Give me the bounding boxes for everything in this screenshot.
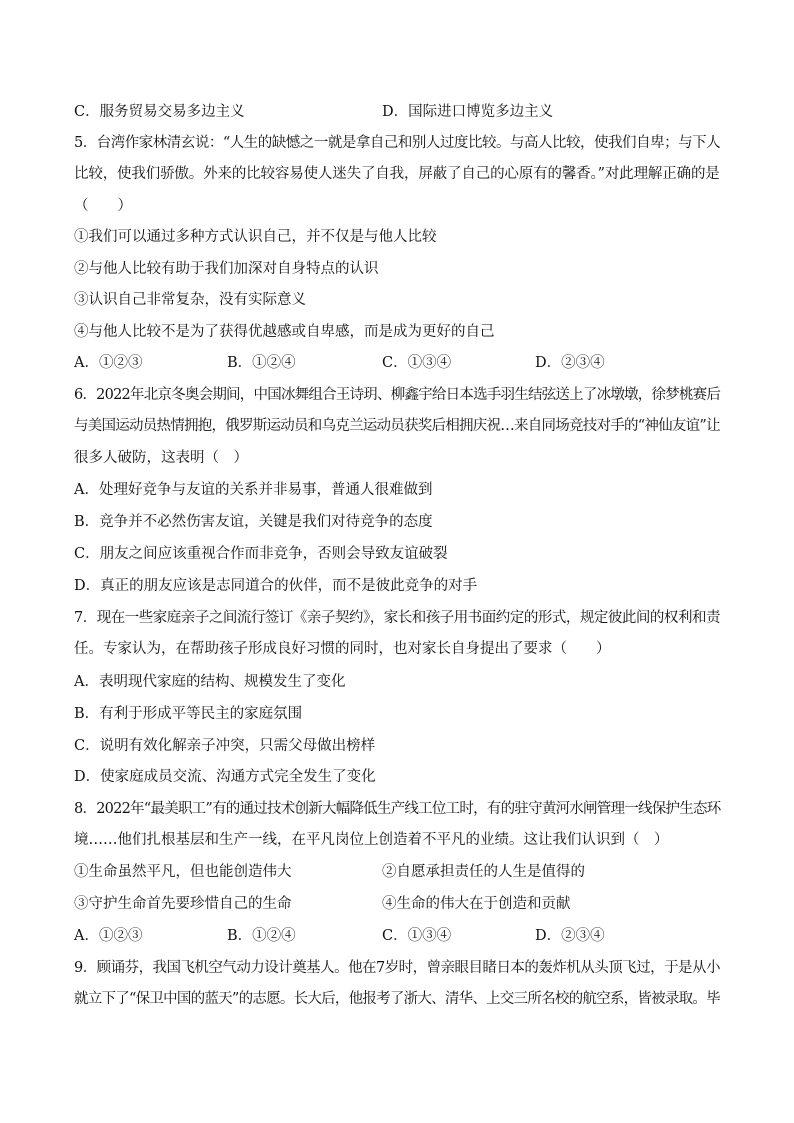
q9-stem-line-1: 9．顾诵芬，我国飞机空气动力设计奠基人。他在7岁时，曾亲眼目睹日本的轰炸机从头顶飞过，于是从小 [74,960,720,976]
q5-statement-4: ④与他人比较不是为了获得优越感或自卑感，而是成为更好的自己 [74,324,495,340]
q5-option-a: A．①②③ [74,355,143,371]
q5-statement-1: ①我们可以通过多种方式认识自己，并不仅是与他人比较 [74,229,437,245]
q7-stem-line-2: 任。专家认为，在帮助孩子形成良好习惯的同时，也对家长自身提出了要求（ ） [74,641,611,657]
q5-stem-line-1: 5．台湾作家林清玄说：“人生的缺憾之一就是拿自己和别人过度比较。与高人比较，使我们自卑；与下人 [74,135,721,151]
q6-stem-line-1: 6．2022年北京冬奥会期间，中国冰舞组合王诗玥、柳鑫宇给日本选手羽生结弦送上了冰墩墩，徐梦桃赛后 [74,387,721,403]
q5-option-d: D．②③④ [535,355,605,371]
q4-option-c: C．服务贸易交易多边主义 [74,104,245,120]
q8-option-d: D．②③④ [535,928,605,944]
q8-option-c: C．①③④ [382,928,452,944]
q7-option-d: D．使家庭成员交流、沟通方式完全发生了变化 [74,769,376,785]
q8-option-b: B．①②④ [227,928,296,944]
q7-option-c: C．说明有效化解亲子冲突，只需父母做出榜样 [74,738,376,754]
q5-statement-3: ③认识自己非常复杂，没有实际意义 [74,292,306,308]
q8-option-a: A．①②③ [74,928,143,944]
q6-option-c: C．朋友之间应该重视合作而非竞争，否则会导致友谊破裂 [74,546,448,562]
q5-stem-line-2: 比较，使我们骄傲。外来的比较容易使人迷失了自我，屏蔽了自己的心原有的馨香。”对此理解正确的是 [74,166,720,182]
q8-statement-4: ④生命的伟大在于创造和贡献 [382,896,571,912]
q4-option-d: D．国际进口博览多边主义 [382,104,554,120]
q6-option-a: A．处理好竞争与友谊的关系并非易事，普通人很难做到 [74,482,433,498]
q6-stem-line-2: 与美国运动员热情拥抱，俄罗斯运动员和乌克兰运动员获奖后相拥庆祝…来自同场竞技对手的“神仙友谊”让 [74,418,720,434]
q5-statement-2: ②与他人比较有助于我们加深对自身特点的认识 [74,261,379,277]
q8-statement-3: ③守护生命首先要珍惜自己的生命 [74,896,292,912]
q6-option-d: D．真正的朋友应该是志同道合的伙伴，而不是彼此竞争的对手 [74,578,478,594]
q5-option-c: C．①③④ [382,355,452,371]
q7-option-b: B．有利于形成平等民主的家庭氛围 [74,706,303,722]
q8-stem-line-1: 8．2022年“最美职工”有的通过技术创新大幅降低生产线工位工时，有的驻守黄河水闸管理一线保护生态环 [74,801,721,817]
q9-stem-line-2: 就立下了“保卫中国的蓝天”的志愿。长大后，他报考了浙大、清华、上交三所名校的航空系，皆被录取。毕 [74,991,720,1007]
q5-option-b: B．①②④ [227,355,296,371]
q8-statement-2: ②自愿承担责任的人生是值得的 [382,864,585,880]
q8-statement-1: ①生命虽然平凡，但也能创造伟大 [74,864,292,880]
q6-stem-line-3: 很多人破防，这表明（ ） [74,450,248,466]
q6-option-b: B．竞争并不必然伤害友谊，关键是我们对待竞争的态度 [74,514,433,530]
q8-stem-line-2: 境……他们扎根基层和生产一线，在平凡岗位上创造着不平凡的业绩。这让我们认识到（ ） [74,832,669,848]
q7-stem-line-1: 7．现在一些家庭亲子之间流行签订《亲子契约》，家长和孩子用书面约定的形式，规定彼此间的权利和责 [74,610,720,626]
q5-stem-line-3: （ ） [74,198,132,214]
q7-option-a: A．表明现代家庭的结构、规模发生了变化 [74,674,346,690]
